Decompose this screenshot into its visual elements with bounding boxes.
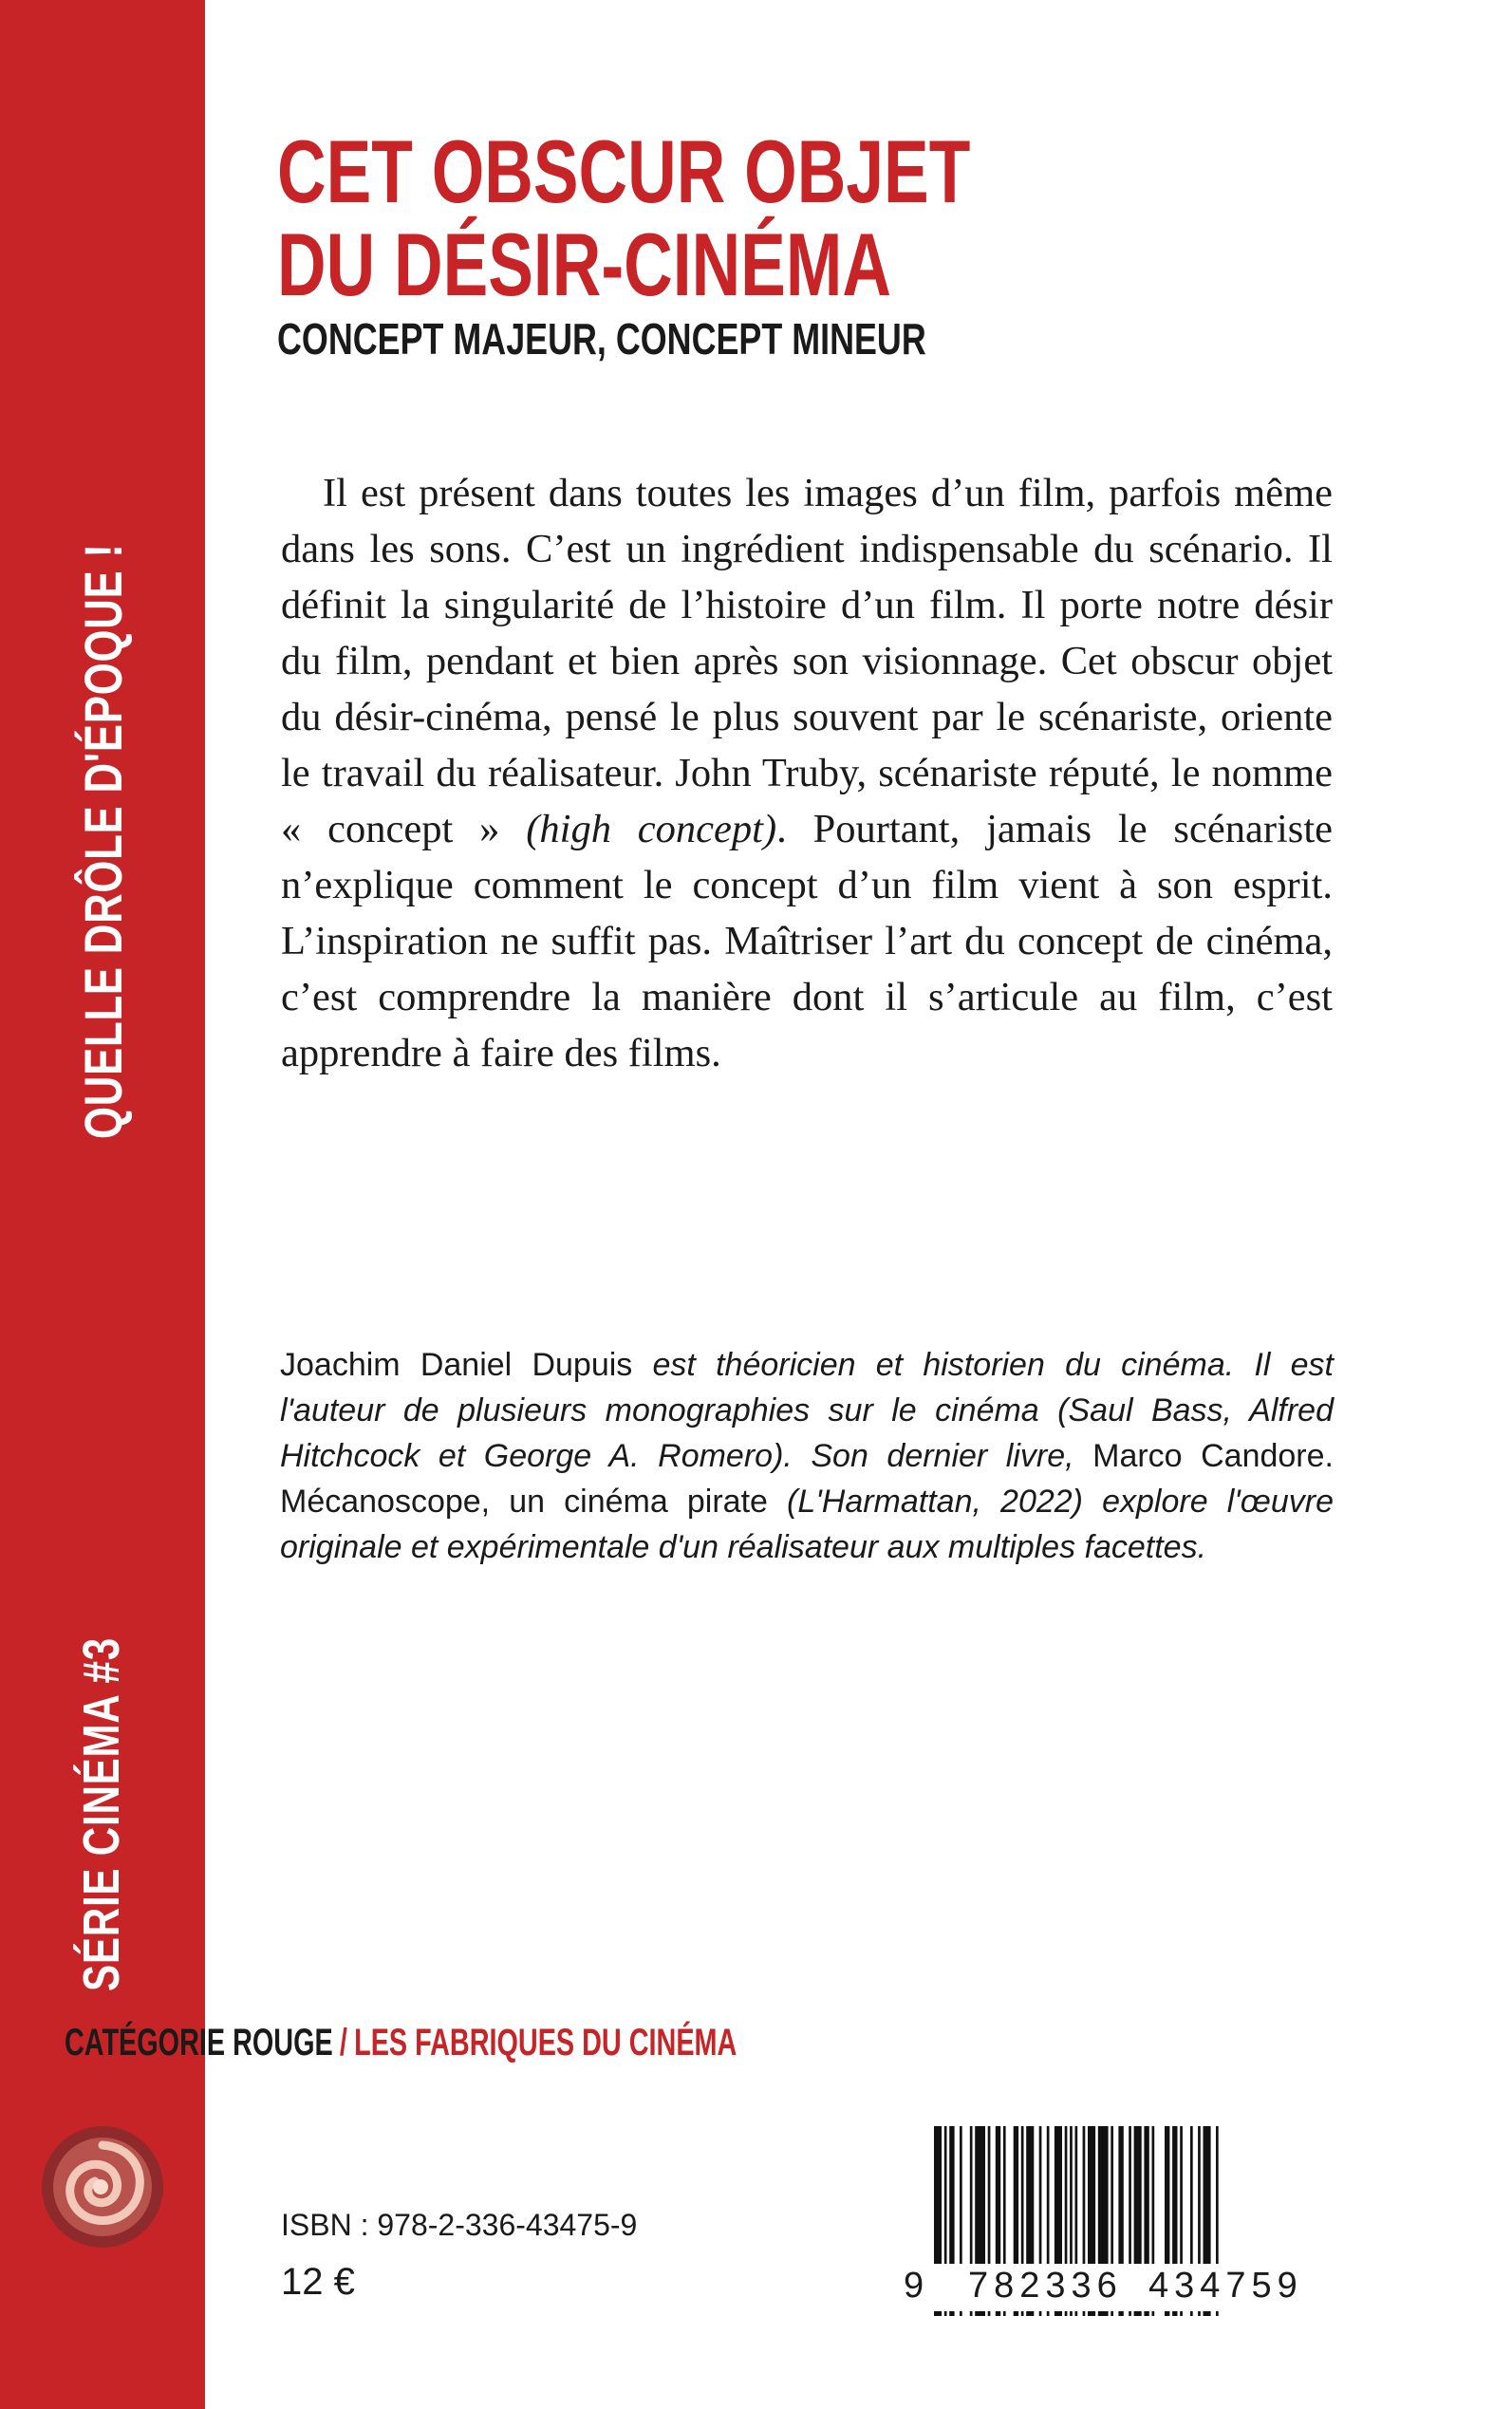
blurb-italic: (high concept) [526,807,777,851]
blurb-part-1: Il est présent dans toutes les images d’un film, parfois même dans les sons. C’est un ingrédient indispensable du scénario. Il définit la singularité de l’histoire d’un film. Il porte notre désir du film, pendant et bien après son visionnage. Cet obscur objet du désir-cinéma, pensé le plus souvent par le scénariste, oriente le travail du réalisateur. John Truby, scénariste réputé, le nomme « concept » [281,471,1333,851]
collection-line [65,2022,737,2064]
series-number: SÉRIE CINÉMA #3 [73,1637,130,1991]
collection-category: CATÉGORIE ROUGE [65,2022,333,2064]
barcode-group-2: 434759 [1148,2266,1303,2306]
bio-part-1: est théoricien et historien du cinéma. Il est l'auteur de plusieurs monographies sur le cinéma (Saul Bass, Alfred Hitchcock et George A. Romero). Son dernier livre, [280,1347,1334,1474]
blurb-text [281,465,1333,1081]
collection-series: LES FABRIQUES DU CINÉMA [354,2022,737,2064]
barcode-first-digit: 9 [904,2266,930,2306]
barcode-group-1: 782336 [968,2266,1123,2306]
price: 12 € [281,2261,355,2303]
book-subtitle: CONCEPT MAJEUR, CONCEPT MINEUR [277,314,926,364]
series-tagline: QUELLE DRÔLE D'ÉPOQUE ! [73,543,133,1139]
publisher-logo-icon [38,2122,167,2251]
author-bio [280,1342,1334,1570]
barcode-digits [904,2264,1340,2311]
bio-book-title: Marco Candore. Mécanoscope, un cinéma pirate [280,1438,1334,1520]
blurb-part-2: . Pourtant, jamais le scénariste n’explique comment le concept d’un film vient à son esprit. L’inspiration ne suffit pas. Maîtriser l’art du concept de cinéma, c’est comprendre la manière dont il s’articule au film, c’est apprendre à faire des films. [281,807,1333,1075]
title-line-2: DU DÉSIR-CINÉMA [277,215,891,314]
collection-separator: / [339,2022,347,2064]
isbn: ISBN : 978-2-336-43475-9 [281,2208,638,2242]
author-name: Joachim Daniel Dupuis [280,1347,633,1383]
book-title [277,121,1189,314]
bio-part-2: (L'Harmattan, 2022) explore l'œuvre originale et expérimentale d'un réalisateur aux multiples facettes. [280,1484,1335,1565]
title-line-1: CET OBSCUR OBJET [277,121,971,221]
